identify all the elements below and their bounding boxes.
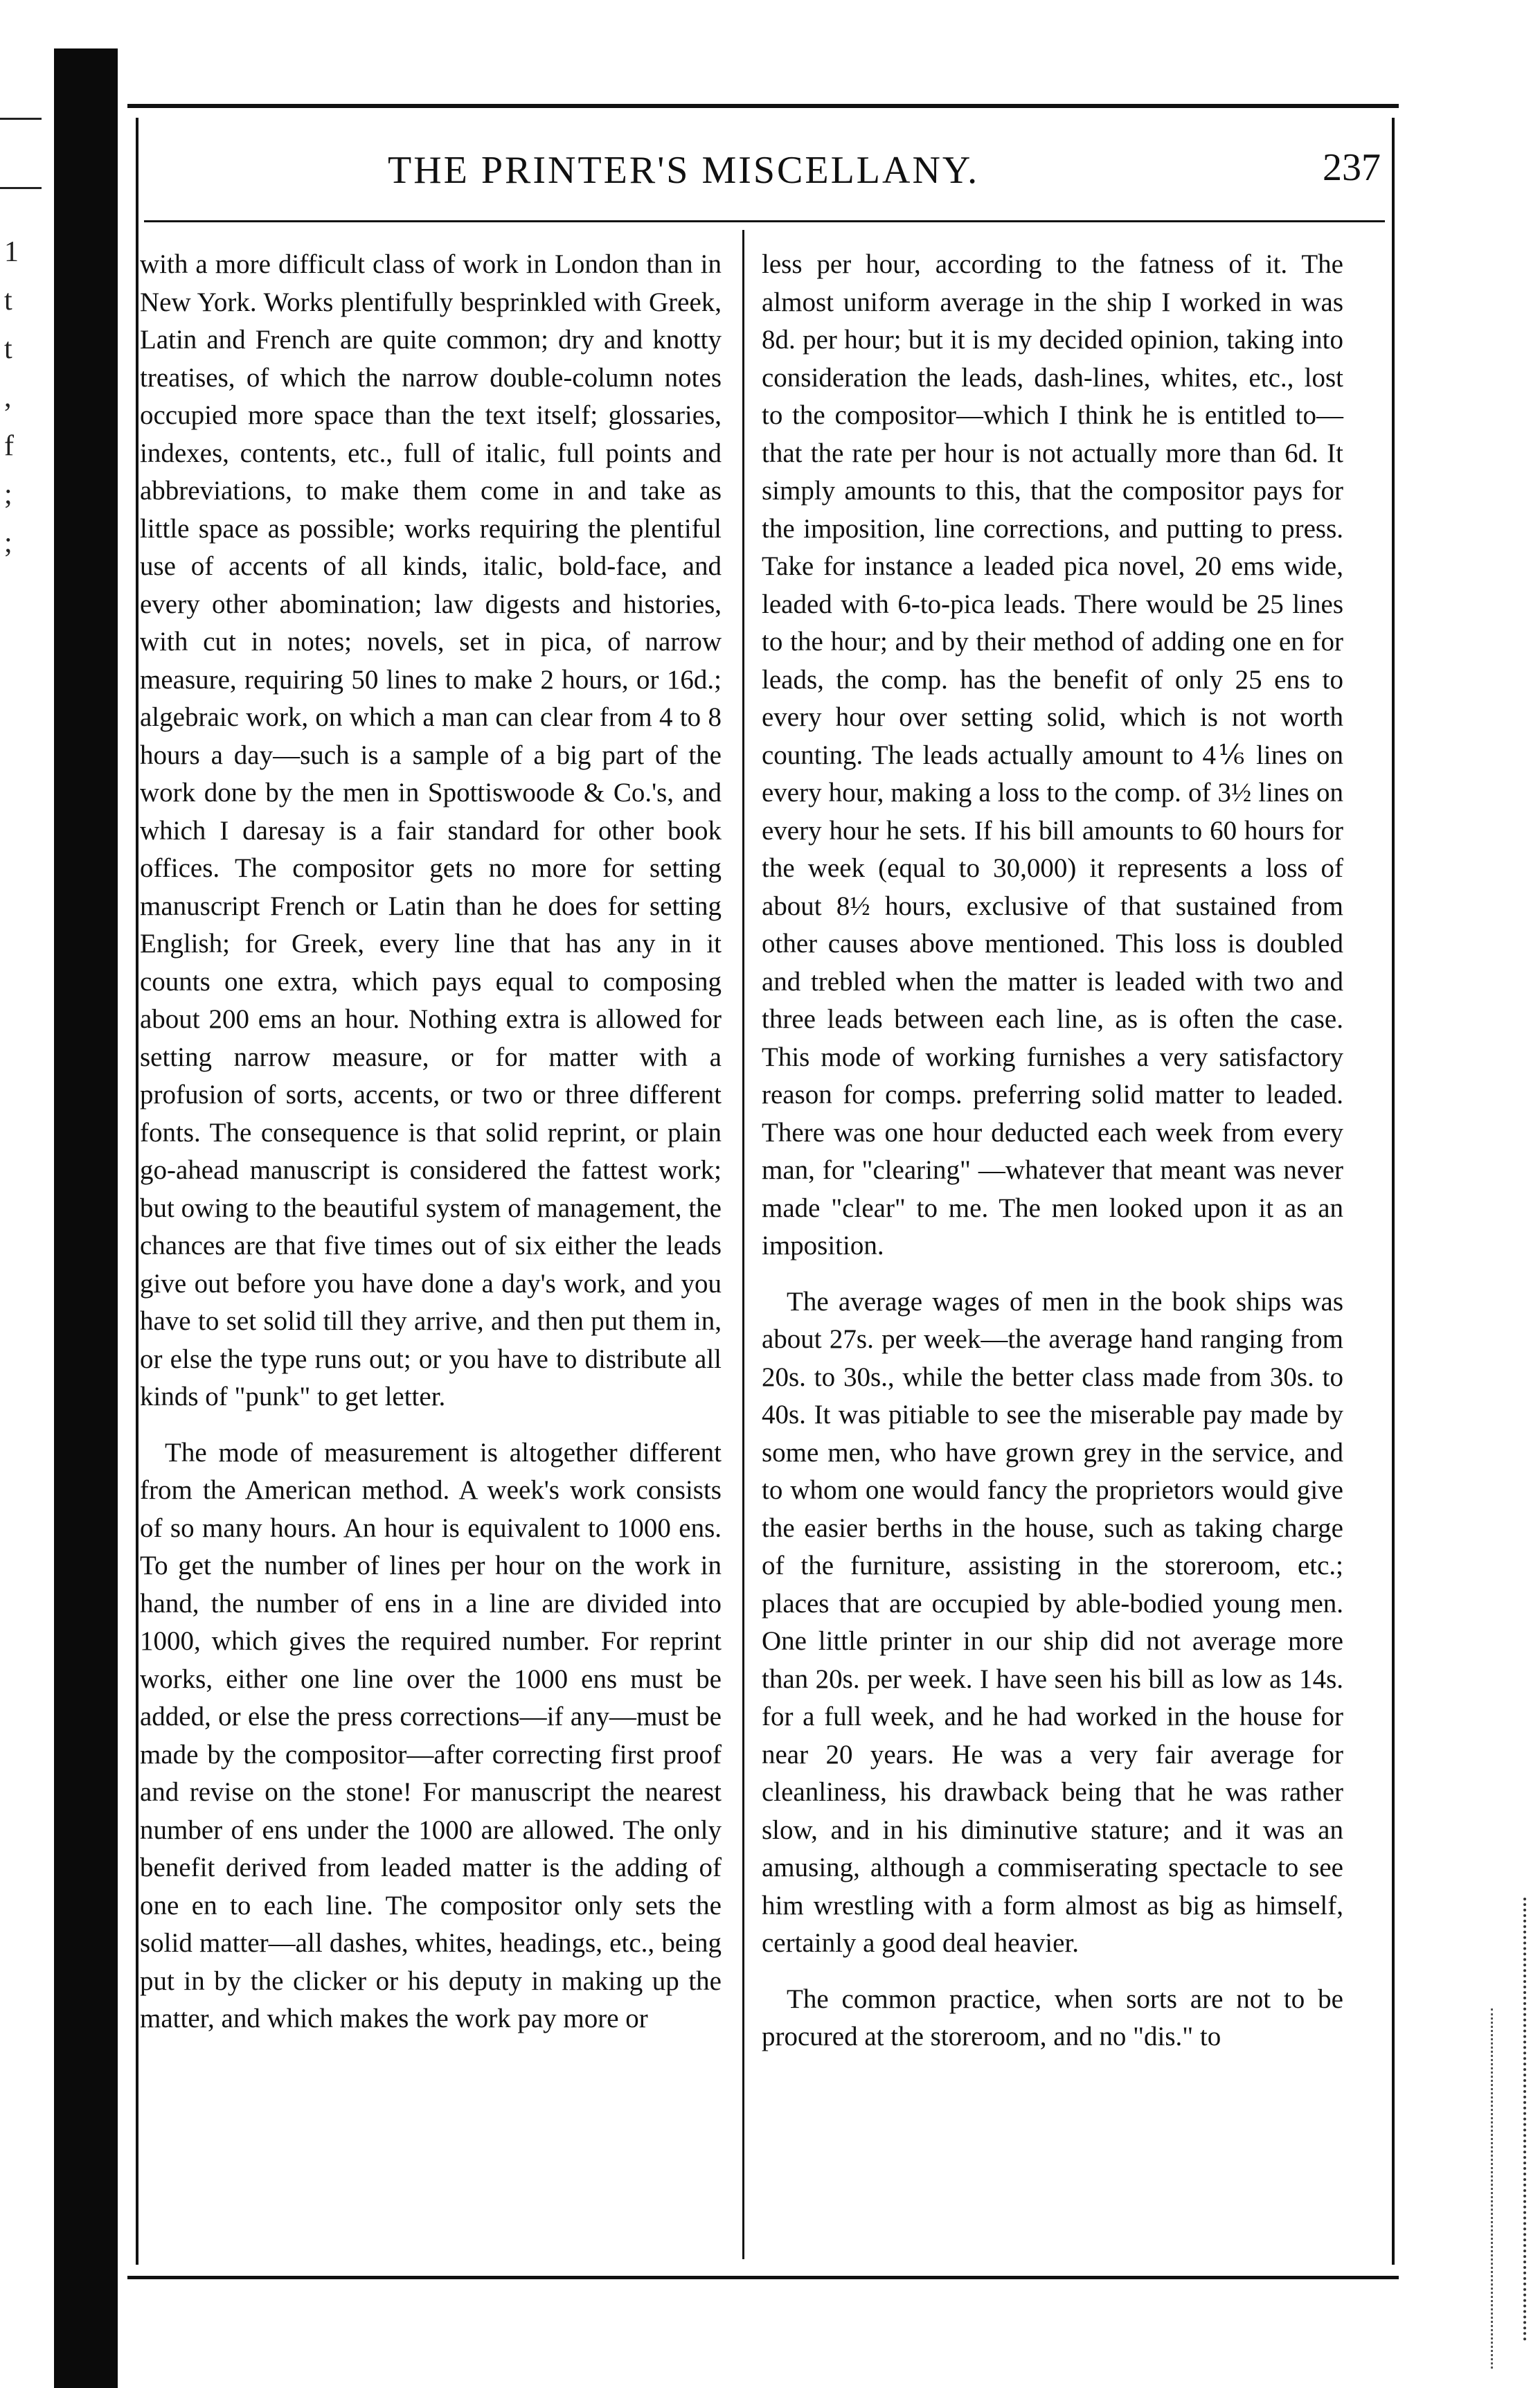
frame-rule-right (1392, 118, 1395, 2265)
margin-mark: , (4, 382, 12, 413)
paragraph: The common practice, when sorts are not to be procured at the storeroom, and no "dis." to (762, 1984, 1343, 2051)
column-rule (742, 230, 744, 2259)
paragraph: less per hour, according to the fatness of it. The almost uniform average in the ship I worked in was 8d. per hour; but it is my decided opinion, taking into consideration the leads, dash-lines, whites, etc., lost to the compositor—which I think he is entitled to—that the rate per hour is not actually more than 6d. It simply amounts to this, that the compositor pays for the imposition, line corrections, and putting to press. Take for instance a leaded pica novel, 20 ems wide, leaded with 6-to-pica leads. There would be 25 lines to the hour; and by their method of adding one en for leads, the comp. has the benefit of only 25 ens to every hour over setting solid, which is not worth counting. The leads actually amount to 4⅙ lines on every hour, making a loss to the comp. of 3½ lines on every hour he sets. If his bill amounts to 60 hours for the week (equal to 30,000) it represents a loss of about 8½ hours, exclusive of that sustained from other causes above mentioned. This loss is doubled and trebled when the matter is leaded with two and three leads between each line, as is often the case. This mode of working furnishes a very satisfactory reason for comps. preferring solid matter to leaded. There was one hour deducted each week from every man, for "clearing" —whatever that meant was never made "clear" to me. The men looked upon it as an imposition. (762, 249, 1343, 1260)
margin-mark: ; (4, 527, 12, 559)
page-number: 237 (1323, 146, 1381, 189)
frame-rule-left (136, 118, 138, 2265)
scan-noise (1484, 2008, 1493, 2369)
margin-mark: f (4, 430, 14, 462)
right-column (762, 246, 1343, 2056)
margin-mark: ; (4, 479, 12, 510)
left-column (140, 246, 722, 2038)
header-rule (144, 220, 1385, 222)
running-head: THE PRINTER'S MISCELLANY. (388, 149, 980, 192)
paragraph: The mode of measurement is altogether different from the American method. A week's work consists of so many hours. An hour is equivalent to 1000 ens. To get the number of lines per hour on the work in hand, the number of ens in a line are divided into 1000, which gives the required number. For reprint works, either one line over the 1000 ens must be added, or else the press corrections—if any—must be made by the compositor—after correcting first proof and revise on the stone! For manuscript the nearest number of ens under the 1000 are allowed. The only benefit derived from leaded matter is the adding of one en to each line. The compositor only sets the solid matter—all dashes, whites, headings, etc., being put in by the clicker or his deputy in making up the matter, and which makes the work pay more or (140, 1437, 722, 2033)
binding-shadow (54, 48, 118, 2388)
margin-mark: 1 (4, 236, 19, 268)
adjacent-page-edge (0, 104, 48, 603)
scan-noise (1510, 1898, 1526, 2341)
margin-mark: t (4, 285, 12, 317)
margin-mark: t (4, 333, 12, 365)
paragraph: The average wages of men in the book ships was about 27s. per week—the average hand ranging from 20s. to 30s., while the better class made from 30s. to 40s. It was pitiable to see the miserable pay made by some men, who have grown grey in the service, and to whom one would fancy the proprietors would give the easier berths in the house, such as taking charge of the furniture, assisting in the storeroom, etc.; places that are occupied by able-bodied young men. One little printer in our ship did not average more than 20s. per week. I have seen his bill as low as 14s. for a full week, and he had worked in the house for near 20 years. He was a very fair average for cleanliness, his drawback being that he was rather slow, and in his diminutive stature; and it was an amusing, although a commiserating spectacle to see him wrestling with a form almost as big as himself, certainly a good deal heavier. (762, 1286, 1343, 1958)
paragraph: with a more difficult class of work in London than in New York. Works plentifully besprinkled with Greek, Latin and French are quite common; dry and knotty treatises, of which the narrow double-column notes occupied more space than the text itself; glossaries, indexes, contents, etc., full of italic, full points and abbreviations, to make them come in and take as little space as possible; works requiring the plentiful use of accents of all kinds, italic, bold-face, and every other abomination; law digests and histories, with cut in notes; novels, set in pica, of narrow measure, requiring 50 lines to make 2 hours, or 16d.; algebraic work, on which a man can clear from 4 to 8 hours a day—such is a sample of a big part of the work done by the men in Spottiswoode & Co.'s, and which I daresay is a fair standard for other book offices. The compositor gets no more for setting manuscript French or Latin than he does for setting English; for Greek, every line that has any in it counts one extra, which pays equal to composing about 200 ems an hour. Nothing extra is allowed for setting narrow measure, or for matter with a profusion of sorts, accents, or two or three different fonts. The consequence is that solid reprint, or plain go-ahead manuscript is considered the fattest work; but owing to the beautiful system of management, the chances are that five times out of six either the leads give out before you have done a day's work, and you have to set solid till they arrive, and then put them in, or else the type runs out; or you have to distribute all kinds of "punk" to get letter. (140, 249, 722, 1411)
